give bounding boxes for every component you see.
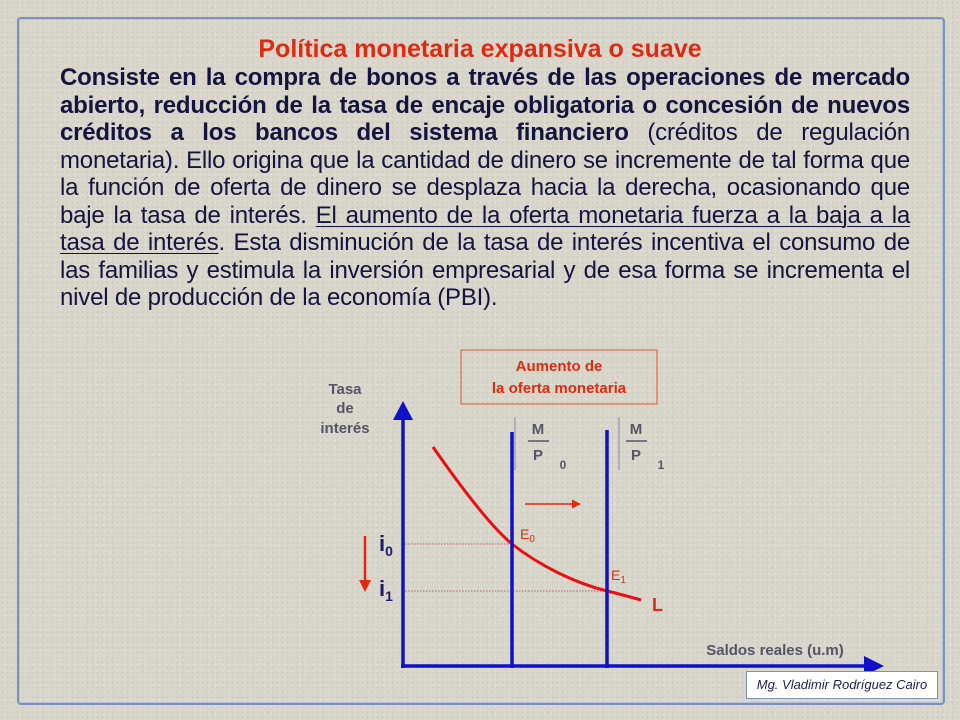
i0-sub: 0	[385, 543, 393, 559]
i1-letter: i	[379, 576, 386, 601]
e0-sub: 0	[529, 534, 535, 545]
y-axis-label-line-2: de	[336, 400, 354, 417]
e1-sub: 1	[620, 575, 626, 586]
e1-label	[611, 567, 626, 586]
e0-letter: E	[520, 526, 530, 542]
y-axis-label-line-1: Tasa	[328, 381, 362, 398]
e0-label	[520, 526, 535, 545]
supply-label-0-den: P	[532, 447, 544, 464]
paragraph-closing-part: . Esta disminución de la tasa de interés incentiva el consumo de las familias y estimula la inversión empresarial y de esa forma se incrementa el nivel de producción de la economía (PBI).	[60, 229, 910, 311]
y-axis-arrowhead	[393, 401, 413, 420]
paragraph-normal-part: (créditos de regulación monetaria). Ello origina que la cantidad de dinero se incremente de tal forma que la función de oferta de dinero se desplaza hacia la derecha, ocasionando que baje la tasa de interés.	[60, 119, 910, 229]
supply-label-0	[515, 417, 567, 472]
author-credit: Mg. Vladimir Rodríguez Cairo	[746, 671, 938, 699]
money-demand-curve	[433, 447, 641, 600]
x-axis-label: Saldos reales (u.m)	[706, 642, 844, 659]
i0-letter: i	[379, 531, 386, 556]
i0-label	[379, 531, 393, 559]
demand-label: L	[652, 595, 663, 615]
rate-down-arrowhead	[359, 580, 371, 592]
y-axis-label-line-3: interés	[320, 420, 370, 437]
supply-label-1-sub: 1	[657, 458, 665, 472]
paragraph-underlined-part: El aumento de la oferta monetaria fuerza a la baja a la tasa de interés	[60, 201, 910, 256]
paragraph-bold-part: Consiste en la compra de bonos a través de las operaciones de mercado abierto, reducción de la tasa de encaje obligatoria o concesión de nuevos créditos a los bancos del sistema financiero	[60, 64, 910, 146]
supply-label-0-sub: 0	[559, 458, 567, 472]
e1-letter: E	[611, 567, 621, 583]
i1-sub: 1	[385, 588, 393, 604]
callout-line-1: Aumento de	[515, 358, 603, 375]
supply-label-1	[619, 417, 665, 472]
supply-label-0-num: M	[531, 421, 545, 438]
i1-label	[379, 576, 393, 604]
supply-label-1-den: P	[630, 447, 642, 464]
supply-label-1-num: M	[629, 421, 643, 438]
callout-line-2: la oferta monetaria	[491, 380, 627, 397]
slide-title: Política monetaria expansiva o suave	[258, 35, 702, 63]
